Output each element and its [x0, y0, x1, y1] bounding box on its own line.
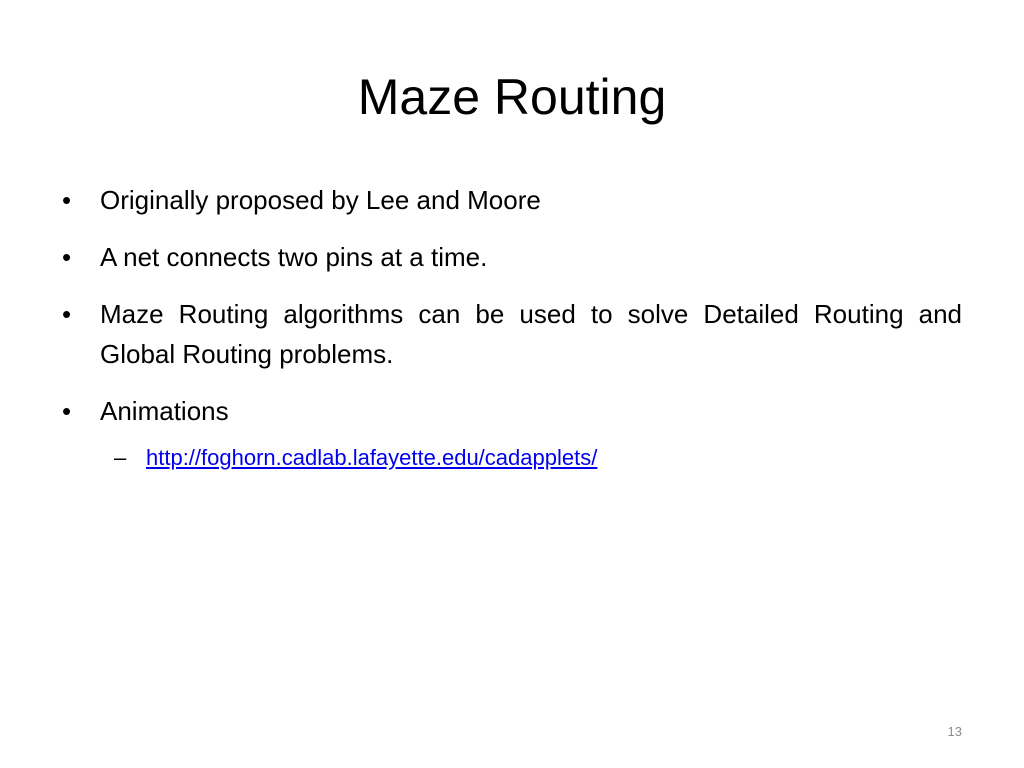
bullet-item: [62, 237, 962, 277]
bullet-text: A net connects two pins at a time.: [100, 242, 488, 272]
sub-bullet-list: [100, 441, 962, 475]
bullet-icon: •: [62, 396, 72, 426]
bullet-icon: •: [62, 242, 72, 272]
bullet-text: Animations: [100, 396, 229, 426]
bullet-icon: •: [62, 299, 72, 329]
bullet-item: [62, 294, 962, 374]
animations-link[interactable]: http://foghorn.cadlab.lafayette.edu/cadapplets/: [146, 445, 598, 470]
bullet-item: [62, 391, 962, 475]
bullet-text: Maze Routing algorithms can be used to solve Detailed Routing and Global Routing problems.: [100, 299, 962, 369]
page-number: 13: [947, 724, 962, 739]
dash-icon: –: [114, 445, 127, 470]
bullet-item: [62, 180, 962, 220]
slide-title: Maze Routing: [357, 69, 667, 125]
bullet-list: [62, 180, 962, 492]
bullet-icon: •: [62, 185, 72, 215]
sub-bullet-item: [100, 441, 962, 475]
bullet-text: Originally proposed by Lee and Moore: [100, 185, 541, 215]
